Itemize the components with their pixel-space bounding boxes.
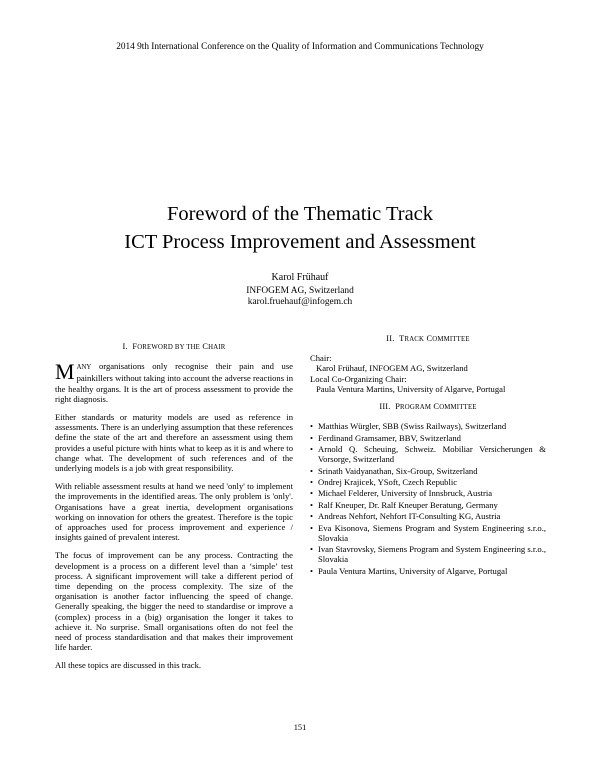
author-block (0, 272, 600, 309)
title-line-1: Foreword of the Thematic Track (166, 203, 434, 225)
list-item: • Srinath Vaidyanathan, Six-Group, Switzerland (310, 465, 478, 476)
left-column (55, 342, 293, 671)
local-chair-label: Local Co-Organizing Chair: (310, 373, 407, 384)
chair-label: Chair: (310, 353, 332, 364)
paragraph-5: All these topics are discussed in this track. (55, 660, 202, 671)
page-number: 151 (293, 723, 307, 732)
local-chair-value: Paula Ventura Martins, University of Algarve, Portugal (316, 383, 506, 394)
author-name: Karol Frühauf (271, 272, 329, 283)
author-email: karol.fruehauf@infogem.ch (247, 297, 353, 307)
paragraph-4: The focus of improvement can be any process. Contracting the development is a process on a different level than a ‘simple’ test process. A significant improvement will take a different period of time depending on the process complexity. The size of the organisation is another factor influencing the speed of change. Generally speaking, the bigger the need to standardise or improve a (complex) process in a (big) organisation the longer it takes to achieve it. No surprise. Small organisations often do not feel the need of process standardisation and that makes their improvement life harder. (55, 550, 293, 653)
list-item: • Eva Kisonova, Siemens Program and System Engineering s.r.o., Slovakia (310, 522, 546, 543)
list-item: • Matthias Würgler, SBB (Swiss Railways), Switzerland (310, 421, 507, 432)
title-line-2: ICT Process Improvement and Assessment (124, 231, 476, 253)
section-heading-foreword: I. FOREWORD BY THE CHAIR (122, 342, 226, 351)
list-item: • Arnold Q. Scheuing, Schweiz. Mobiliar Versicherungen & Vorsorge, Switzerland (310, 444, 546, 465)
program-committee-list (310, 421, 546, 576)
list-item: • Paula Ventura Martins, University of Algarve, Portugal (310, 565, 508, 576)
paragraph-3: With reliable assessment results at hand we need 'only' to implement the improvements in the identified areas. The only problem is 'only'. Organisations have a great inertia, development organisations working on innovation for others the greatest. Therefore is the topic of approaches used for process improvement and experience / insights gained of prevalent interest. (55, 481, 293, 543)
list-item: • Ferdinand Gramsamer, BBV, Switzerland (310, 432, 461, 443)
right-column (310, 334, 546, 577)
section-heading-program-committee: III. PROGRAM COMMITTEE (379, 402, 477, 412)
list-item: • Michael Felderer, University of Innsbruck, Austria (310, 488, 493, 499)
list-item: • Ivan Stavrovsky, Siemens Program and System Engineering s.r.o., Slovakia (310, 544, 546, 565)
drop-cap: M (55, 359, 75, 385)
section-heading-track-committee: II. TRACK COMMITTEE (386, 334, 470, 343)
paper-title (0, 200, 600, 256)
list-item: • Andreas Nehfort, Nehfort IT-Consulting KG, Austria (310, 511, 501, 522)
list-item: • Ondrej Krajicek, YSoft, Czech Republic (310, 476, 458, 487)
conference-header: 2014 9th International Conference on the Quality of Information and Communications Technology (116, 42, 484, 52)
chair-value: Karol Frühauf, INFOGEM AG, Switzerland (316, 363, 468, 374)
list-item: • Ralf Kneuper, Dr. Ralf Kneuper Beratung, Germany (310, 499, 498, 510)
paragraph-2: Either standards or maturity models are used as reference in assessments. There is an underlying assumption that these references define the state of the art and therefore an assessment using them provides a useful picture with hints what to keep as it is and where to change what. The development of such references and of the underlying models is a job with great responsibility. (55, 412, 293, 474)
author-affiliation: INFOGEM AG, Switzerland (246, 285, 354, 296)
paragraph-1: MANY organisations only recognise their pain and use painkillers without taking into account the adverse reactions in the healthy organs. It is the art of process assessment to provide the right diagnosis. (55, 359, 293, 404)
